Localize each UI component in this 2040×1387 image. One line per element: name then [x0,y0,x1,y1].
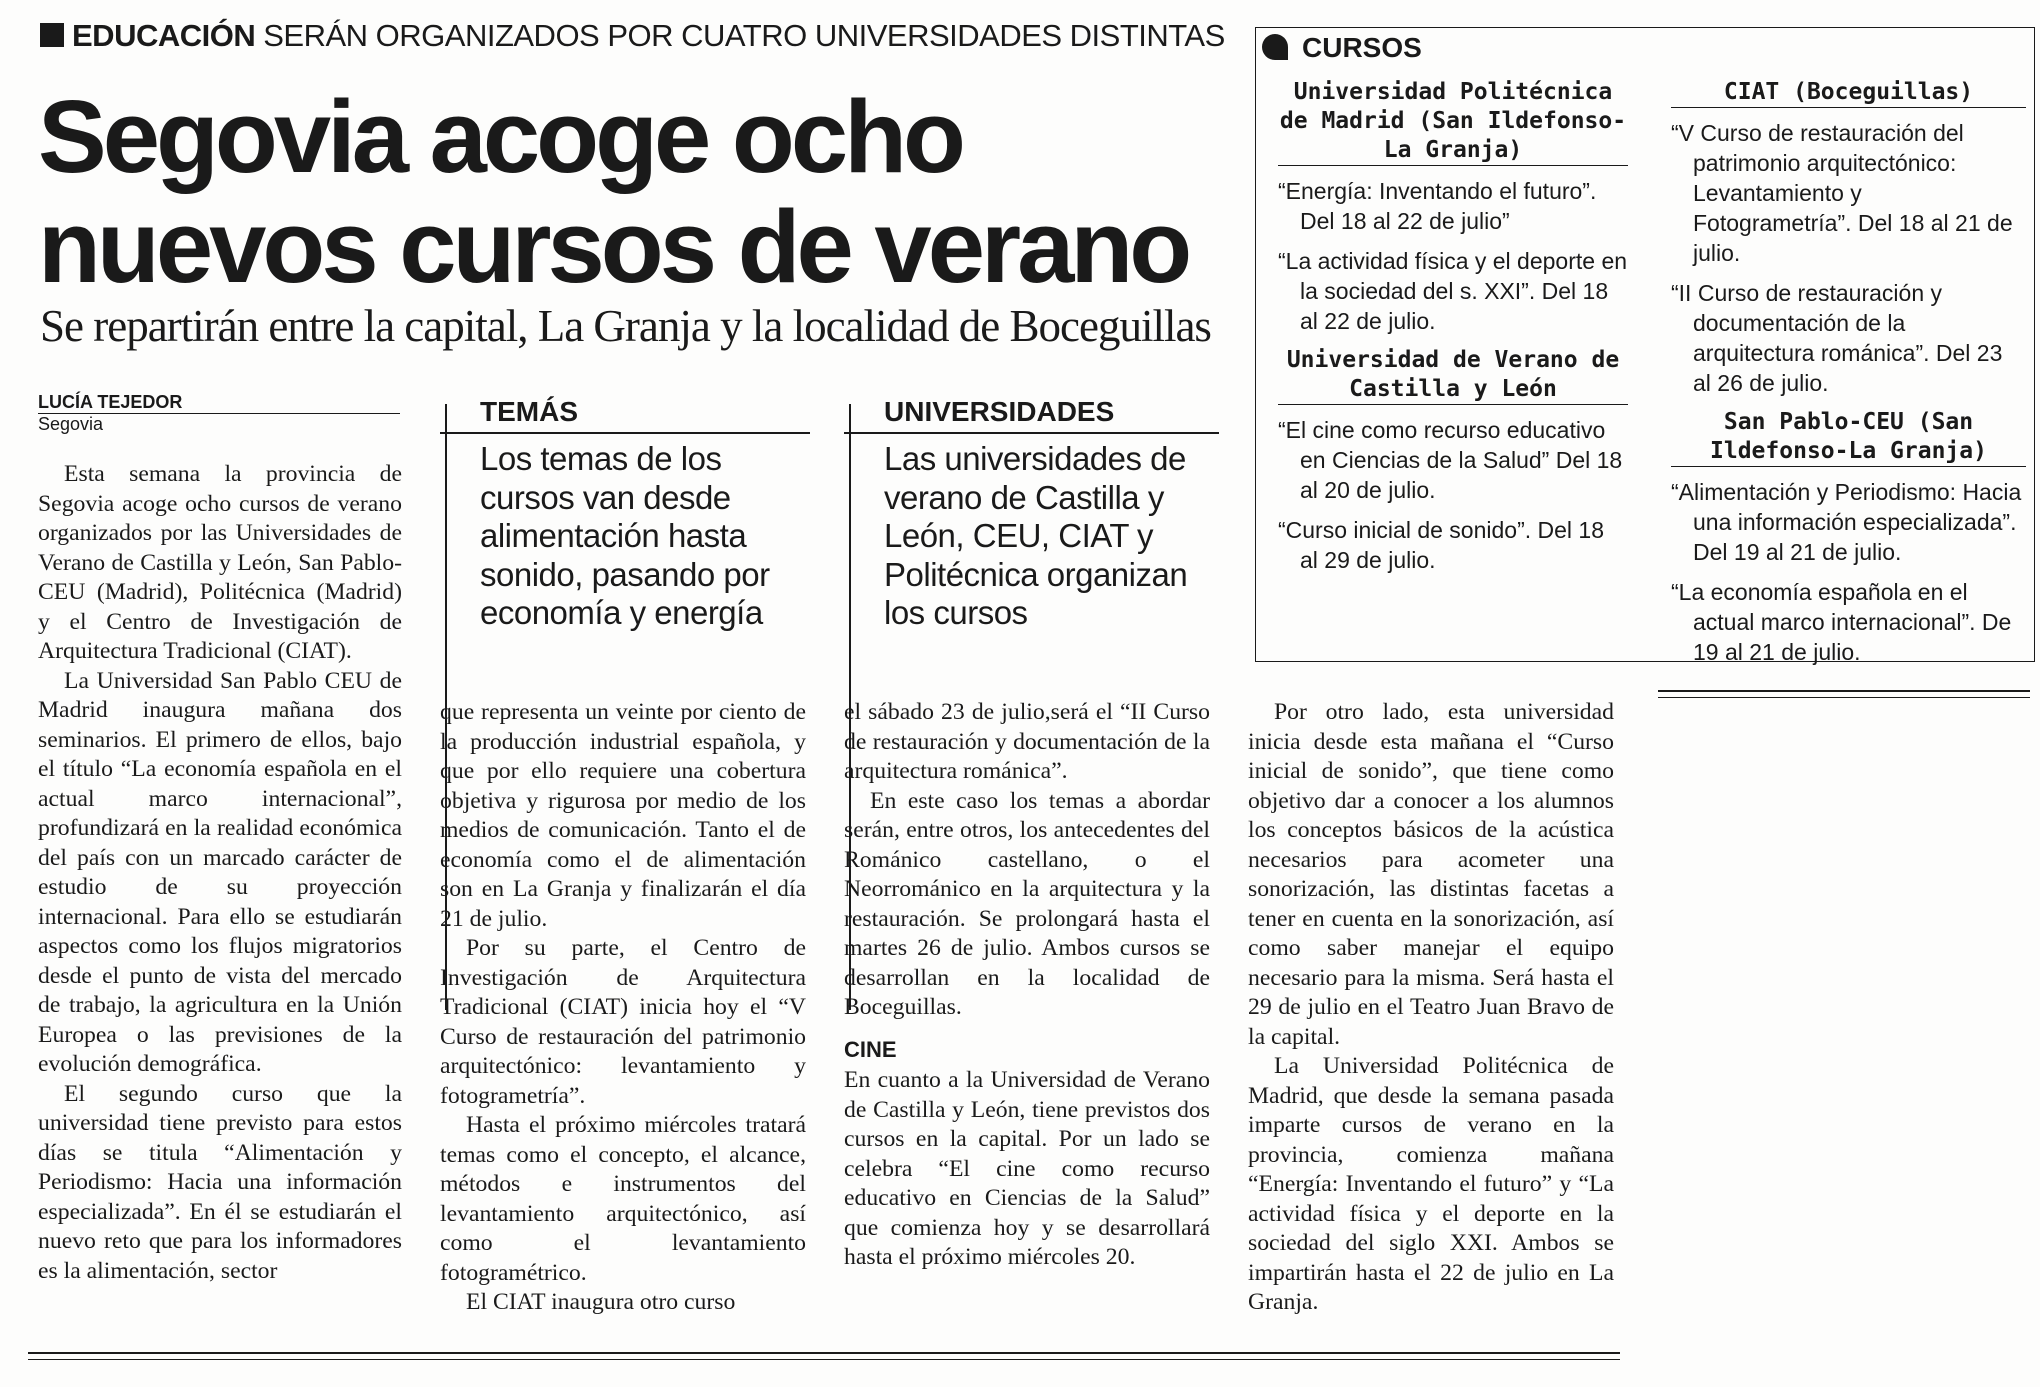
page-bottom-rule [28,1352,1620,1354]
paragraph: La Universidad Politécnica de Madrid, que desde la semana pasada imparte cursos de verano en la provincia, comienza mañana “Energía: Inventando el futuro” y “La actividad física y el deporte en la sociedad del siglo XXI. Ambos se impartirán hasta el 22 de julio en La Granja. [1248,1053,1614,1315]
course-bullet-icon [1262,34,1288,60]
cursos-sidebar-box [1255,27,2035,665]
paragraph: Por su parte, el Centro de Investigación de Arquitectura Tradicional (CIAT) inicia hoy el “V Curso de restauración del patrimonio arquitectónico: levantamiento y fotogrametría”. [440,935,806,1109]
paragraph: El segundo curso que la universidad tiene previsto para estos días se titula “Alimentación y Periodismo: Hacia una información especializada”. En él se estudiarán el nuevo reto que para los informadores es la alimentación, sector [38,1080,402,1284]
section-label: EDUCACIÓN [72,18,256,53]
article-column-4 [1248,698,1614,1318]
pullquote-text: Los temas de los cursos van desde alimentación hasta sonido, pasando por economía y energía [480,440,770,631]
byline [38,392,400,434]
course-item: “Curso inicial de sonido”. Del 18 al 29 de julio. [1278,517,1604,573]
sidebar-bottom-rule [1658,690,2030,692]
paragraph: En este caso los temas a abordar serán, entre otros, los antecedentes del Románico castellano, o el Neorrománico en la arquitectura y la restauración. Se prolongará hasta el martes 26 de julio. Ambos cursos se desarrollan en la localidad de Boceguillas. [844,787,1210,1020]
cursos-column-left [1278,78,1628,585]
course-item: “II Curso de restauración y documentación de la arquitectura románica”. Del 23 al 26 de julio. [1671,280,2003,396]
square-bullet-icon [40,23,64,47]
byline-author: LUCÍA TEJEDOR [38,392,400,414]
course-item: “Alimentación y Periodismo: Hacia una información especializada”. Del 19 al 21 de julio. [1671,479,2022,565]
paragraph: el sábado 23 de julio,será el “II Curso de restauración y documentación de la arquitectura románica”. [844,699,1210,784]
pullquote-title: UNIVERSIDADES [844,396,1219,434]
paragraph: La Universidad San Pablo CEU de Madrid inaugura mañana dos seminarios. El primero de ellos, bajo el título “La economía española en el actual marco internacional”, profundizará en la realidad económica del país con un marcado carácter de estudio de su proyección internacional. Para ello se estudiarán aspectos como los flujos migratorios desde el punto de vista del mercado de trabajo, la agricultura en la Unión Europea o las previsiones de la evolución demográfica. [38,667,402,1077]
headline-line-1: Segovia acoge ocho [38,79,962,194]
course-provider-upm: Universidad Politécnica de Madrid (San Ildefonso-La Granja) [1278,78,1628,166]
section-subtitle-cine: CINE [844,1036,897,1062]
course-provider-ciat: CIAT (Boceguillas) [1671,78,2026,108]
paragraph: Esta semana la provincia de Segovia acoge ocho cursos de verano organizados por las Universidades de Verano de Castilla y León, San Pablo-CEU (Madrid), Politécnica (Madrid) y el Centro de Investigación de Arquitectura Tradicional (CIAT). [38,461,402,664]
paragraph: Hasta el próximo miércoles tratará temas como el concepto, el alcance, métodos e instrumentos del levantamiento arquitectónico, así como el levantamiento fotogramétrico. [440,1112,806,1286]
paragraph: Por otro lado, esta universidad inicia desde esta mañana el “Curso inicial de sonido”, que tiene como objetivo dar a conocer a los alumnos los conceptos básicos de la acústica necesarios para acometer una sonorización, las distintas facetas a tener en cuenta en la sonorización, así como saber manejar el equipo necesario para la misma. Será hasta el 29 de julio en el Teatro Juan Bravo de la capital. [1248,699,1614,1050]
pullquote-title: TEMÁS [440,396,810,434]
byline-place: Segovia [38,414,104,434]
headline [38,79,1228,304]
course-provider-ceu: San Pablo-CEU (San Ildefonso-La Granja) [1671,408,2026,467]
course-provider-uva: Universidad de Verano de Castilla y León [1278,346,1628,405]
cursos-column-right [1671,78,2026,677]
course-item: “El cine como recurso educativo en Ciencias de la Salud” Del 18 al 20 de julio. [1278,417,1623,503]
paragraph: En cuanto a la Universidad de Verano de Castilla y León, tiene previstos dos cursos en la capital. Por un lado se celebra “El cine como recurso educativo en Ciencias de la Salud” que comienza hoy y se desarrollará hasta el próximo miércoles 20. [844,1067,1210,1270]
section-kicker [40,18,1225,58]
sidebar-bottom-rule [1658,697,2030,698]
subheadline: Se repartirán entre la capital, La Granja y la localidad de Boceguillas [40,301,1211,351]
headline-line-2: nuevos cursos de verano [38,189,1189,304]
article-column-1 [38,460,402,1286]
paragraph: El CIAT inaugura otro curso [466,1289,736,1315]
pullquote-temas [440,396,810,636]
page-bottom-rule [28,1359,1620,1360]
course-item: “V Curso de restauración del patrimonio arquitectónico: Levantamiento y Fotogrametría”. Del 18 al 21 de julio. [1671,120,2013,266]
kicker-text: SERÁN ORGANIZADOS POR CUATRO UNIVERSIDADES DISTINTAS [263,18,1225,53]
paragraph: que representa un veinte por ciento de la producción industrial española, y que por ello requiere una cobertura objetiva y rigurosa por medio de los medios de comunicación. Tanto el de economía como el de alimentación son en La Granja y finalizarán el día 21 de julio. [440,699,806,932]
cursos-title: CURSOS [1262,32,1422,64]
course-item: “La actividad física y el deporte en la sociedad del s. XXI”. Del 18 al 22 de julio. [1278,248,1628,334]
course-item: “Energía: Inventando el futuro”. Del 18 al 22 de julio” [1278,178,1597,234]
article-column-3 [844,698,1210,1273]
pullquote-universidades [844,396,1219,636]
course-item: “La economía española en el actual marco internacional”. De 19 al 21 de julio. [1671,579,2012,665]
article-column-2 [440,698,806,1318]
pullquote-text: Las universidades de verano de Castilla y León, CEU, CIAT y Politécnica organizan los cursos [884,440,1188,631]
